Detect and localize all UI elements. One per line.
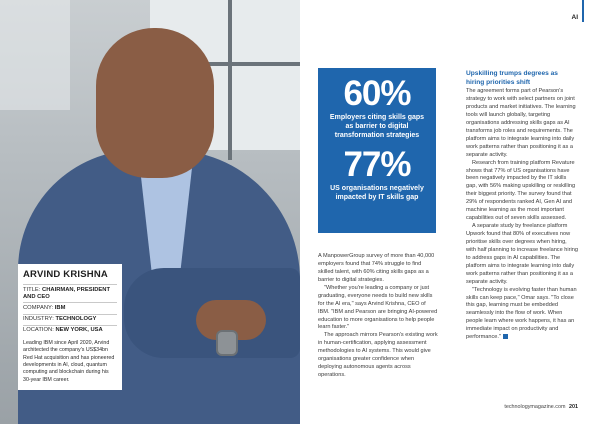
footer-site[interactable]: technologymagazine.com bbox=[504, 404, 566, 410]
stats-box bbox=[318, 68, 436, 233]
stat-label: Employers citing skills gaps as barrier to digital transformation strategies bbox=[329, 114, 425, 140]
profile-company-value: IBM bbox=[54, 304, 66, 311]
paragraph: The agreement forms part of Pearson's strategy to work with select partners on joint products and market initiatives. The learning tools will launch globally, targeting organisations addressing skills gaps as AI transforms job roles and requirements. The platform aims to integrate learning into daily work patterns rather than positioning it as a separate activity. bbox=[466, 88, 576, 158]
profile-industry-value: TECHNOLOGY bbox=[55, 316, 97, 323]
portrait-head bbox=[96, 28, 214, 178]
profile-location-value: NEW YORK, USA bbox=[55, 327, 103, 334]
subheading: Upskilling trumps degrees as hiring priorities shift bbox=[466, 70, 558, 86]
end-of-article-icon bbox=[503, 334, 508, 339]
stat-label: US organisations negatively impacted by IT skills gap bbox=[330, 185, 424, 202]
stat-number: 77% bbox=[343, 145, 411, 185]
article-column-right bbox=[466, 70, 578, 342]
paragraph: The approach mirrors Pearson's existing work in human-certification, applying assessment methodologies to AI systems. This would give organisations greater confidence when deploying autonomous agents across operations. bbox=[318, 332, 438, 379]
profile-location-label: LOCATION: bbox=[23, 327, 54, 334]
profile-card bbox=[18, 264, 122, 390]
profile-location-row bbox=[23, 325, 117, 336]
section-tag: AI bbox=[571, 14, 578, 21]
profile-name: ARVIND KRISHNA bbox=[23, 269, 108, 280]
profile-industry-label: INDUSTRY: bbox=[23, 316, 54, 323]
paragraph: A separate study by freelance platform Upwork found that 80% of executives now prioritise skills over degrees when hiring, with half planning to increase freelance hiring to address gaps in AI capabilities. The platform aims to integrate learning into daily work patterns rather than positioning it as a separate activity. bbox=[466, 223, 578, 285]
profile-industry-row bbox=[23, 314, 117, 325]
paragraph-text: "Technology is evolving faster than human skills can keep pace," Omar says. "To close this gap, learning must be embedded seamlessly into the flow of work. When people learn where work happens, it has an immediate impact on productivity and performance." bbox=[466, 286, 577, 341]
window-frame bbox=[228, 0, 232, 160]
paragraph-last bbox=[466, 287, 578, 343]
stat-number: 60% bbox=[343, 74, 411, 113]
section-tag-rule bbox=[582, 0, 584, 22]
paragraph: A ManpowerGroup survey of more than 40,000 employers found that 74% struggle to find skilled talent, with 60% citing skills gaps as a barrier to digital strategies. bbox=[318, 253, 435, 283]
page-footer bbox=[504, 404, 578, 410]
paragraph: Research from training platform Revature shows that 77% of US organisations have been negatively impacted by the IT skills gap, with 56% making upskilling or reskilling their biggest priority. The survey found that 29% of respondents ranked AI, Gen AI and machine learning as the most important capabilities out of seven skills assessed. bbox=[466, 159, 576, 222]
profile-company-label: COMPANY: bbox=[23, 304, 54, 311]
profile-title-value: CHAIRMAN, PRESIDENT AND CEO bbox=[23, 286, 110, 300]
page-number: 201 bbox=[569, 404, 578, 410]
profile-bio: Leading IBM since April 2020, Arvind architected the company's US$34bn Red Hat acquisition and has pioneered developments in AI, cloud, quantum computing and blockchain during his 30-year IBM career. bbox=[23, 340, 115, 383]
article-column-middle bbox=[318, 253, 438, 380]
background-window bbox=[0, 0, 70, 110]
profile-title-label: TITLE: bbox=[23, 286, 41, 293]
profile-title-row bbox=[23, 284, 117, 302]
wristwatch-icon bbox=[216, 330, 238, 356]
paragraph: "Whether you're leading a company or just graduating, everyone needs to build new skills for the AI era," says Arvind Krishna, CEO of IBM. "IBM and Pearson are bringing AI-powered education to more organisations to help people learn faster." bbox=[318, 284, 438, 331]
profile-company-row bbox=[23, 302, 117, 313]
